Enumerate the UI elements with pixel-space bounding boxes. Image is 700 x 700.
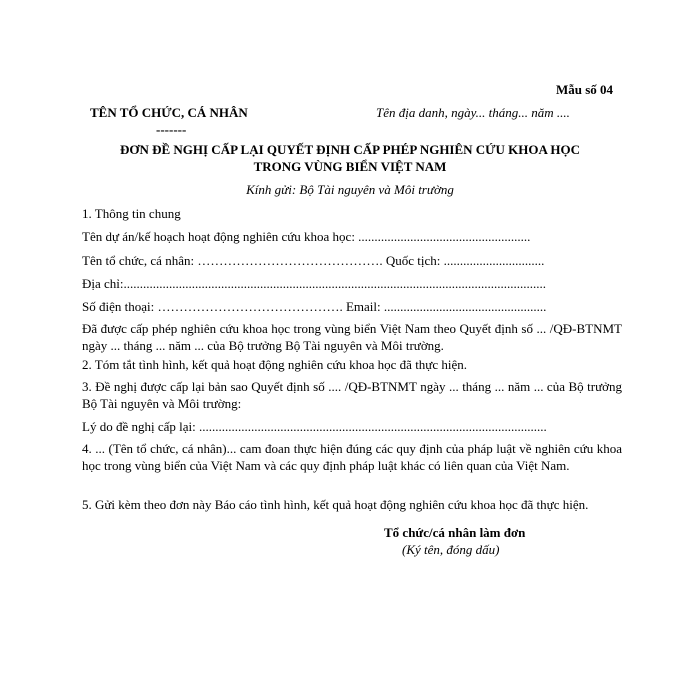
recipient: Kính gửi: Bộ Tài nguyên và Môi trường	[246, 182, 454, 197]
section-attachment: 5. Gửi kèm theo đơn này Báo cáo tình hình, kết quả hoạt động nghiên cứu khoa học đã thực hiện.	[82, 497, 589, 512]
section-commitment: 4. ... (Tên tổ chức, cá nhân)... cam đoan thực hiện đúng các quy định của pháp luật về nghiên cứu khoa học trong vùng biển của Việt Nam và các quy định pháp luật khác có liên quan của Việt Nam.	[82, 441, 622, 473]
section-request-copy: 3. Đề nghị được cấp lại bản sao Quyết định số .... /QĐ-BTNMT ngày ... tháng ... năm ... của Bộ trưởng Bộ Tài nguyên và Môi trường:	[82, 379, 622, 411]
licensed-paragraph: Đã được cấp phép nghiên cứu khoa học trong vùng biển Việt Nam theo Quyết định số ... /QĐ-BTNMT ngày ... tháng ... năm ... của Bộ trưởng Bộ Tài nguyên và Môi trường.	[82, 321, 622, 353]
section-summary: 2. Tóm tắt tình hình, kết quả hoạt động nghiên cứu khoa học đã thực hiện.	[82, 357, 467, 372]
org-name: TÊN TỔ CHỨC, CÁ NHÂN	[90, 105, 248, 120]
form-number: Mẫu số 04	[556, 82, 614, 97]
project-name-field: Tên dự án/kế hoạch hoạt động nghiên cứu khoa học: .....................................................	[82, 229, 531, 244]
org-underline: -------	[156, 122, 187, 137]
org-name-field: Tên tổ chức, cá nhân: ……………………………………. Quốc tịch: ...............................	[82, 253, 545, 268]
address-field: Địa chỉ:..................................................................................................................................	[82, 276, 547, 291]
title-line-2: TRONG VÙNG BIỂN VIỆT NAM	[253, 159, 447, 174]
signature-note: (Ký tên, đóng dấu)	[402, 542, 500, 557]
section-general-info: 1. Thông tin chung	[82, 206, 181, 221]
phone-email-field: Số điện thoại: ……………………………………. Email: ..................................................	[82, 299, 547, 314]
signature-label: Tổ chức/cá nhân làm đơn	[384, 525, 526, 540]
document-title	[0, 141, 700, 175]
title-line-1: ĐƠN ĐỀ NGHỊ CẤP LẠI QUYẾT ĐỊNH CẤP PHÉP NGHIÊN CỨU KHOA HỌC	[119, 142, 581, 157]
reason-field: Lý do đề nghị cấp lại: ...........................................................................................................	[82, 419, 547, 434]
place-date: Tên địa danh, ngày... tháng... năm ....	[376, 105, 570, 120]
